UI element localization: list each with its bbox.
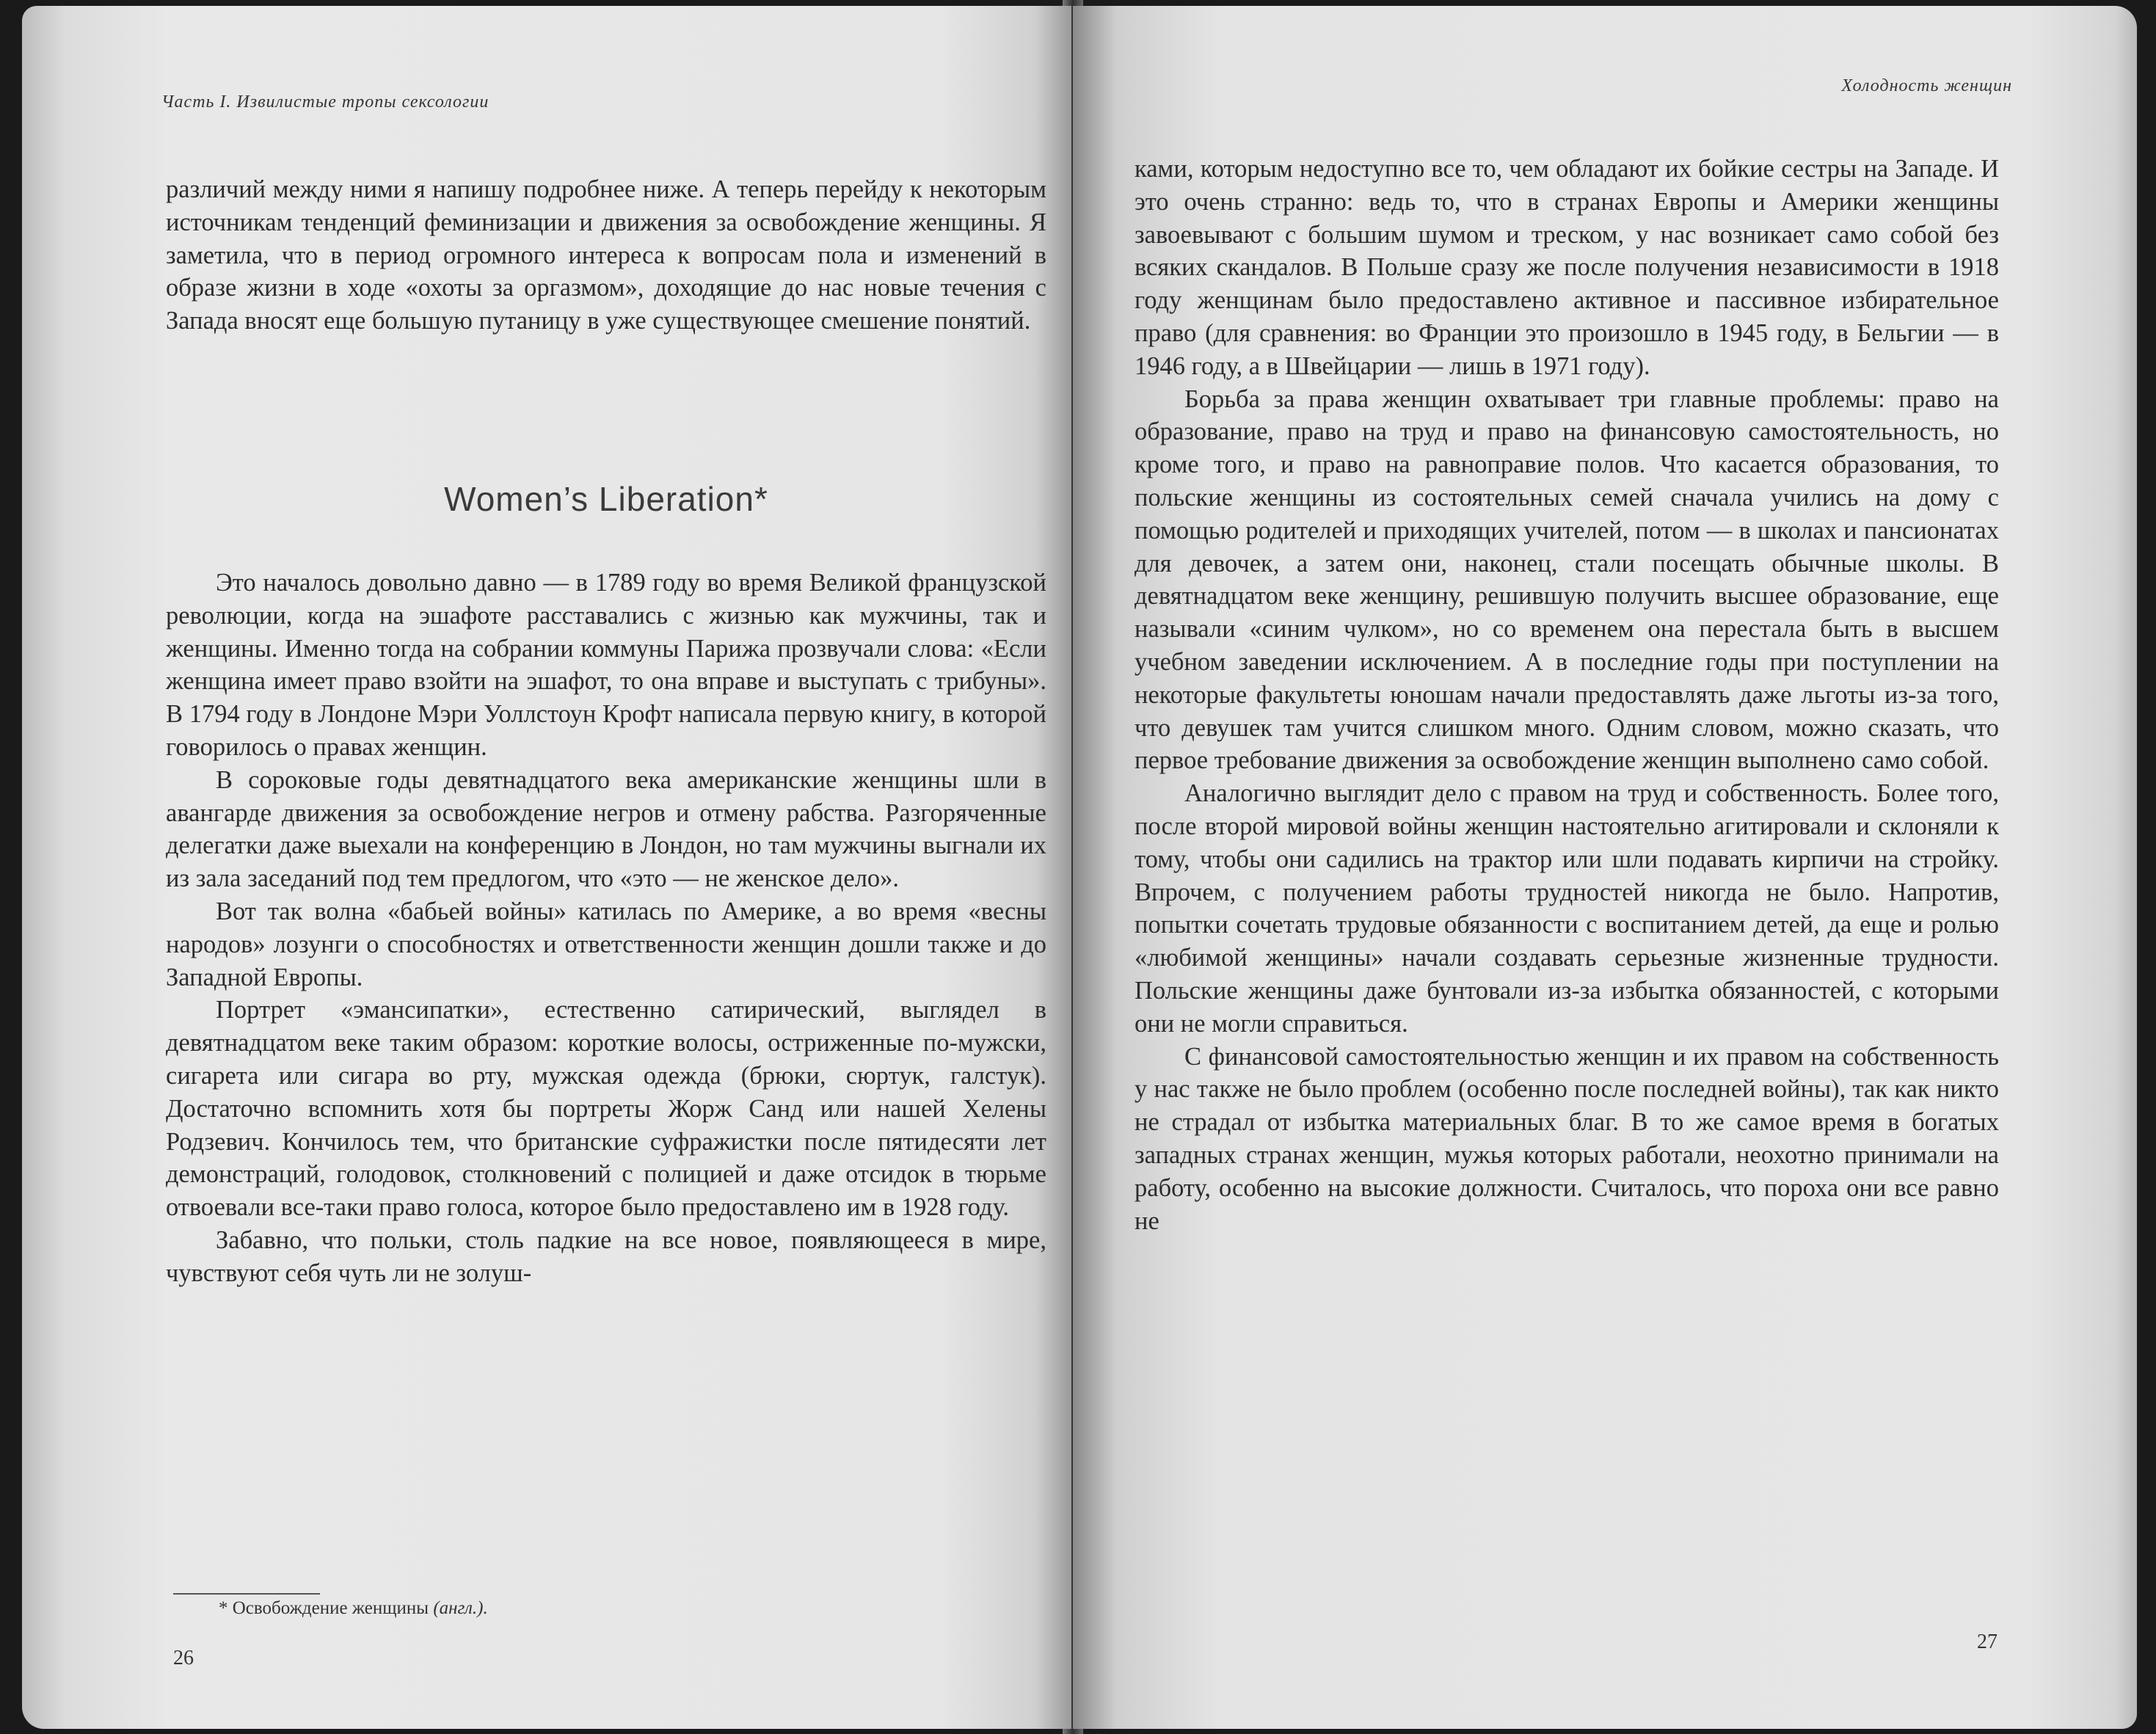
right-body-text — [1135, 153, 1999, 1237]
right-page — [1073, 6, 2137, 1729]
running-head-left: Часть I. Извилистые тропы сексологии — [161, 92, 489, 112]
paragraph: Вот так волна «бабьей войны» катилась по Америке, а во время «весны народов» лозунги о способностях и ответственности женщин дошли также и до Западной Европы. — [166, 897, 1046, 991]
paragraph: Борьба за права женщин охватывает три главные проблемы: право на образование, право на труд и право на финансовую самостоятельность, но кроме того, и право на равноправие полов. Что касается образования, то польские женщины из состоятельных семей сначала учились на дому с помощью родителей и приходящих учителей, потом — в школах и пансионатах для девочек, а затем они, наконец, стали посещать обычные школы. В девятнадцатом веке женщину, решившую получить высшее образование, еще называли «синим чулком», но со временем она перестала быть в высшем учебном заведении исключением. А в последние годы при поступлении на некоторые факультеты юношам начали предоставлять даже льготы из-за того, что девушек там учится слишком много. Одним словом, можно сказать, что первое требование движения за освобождение женщин выполнено само собой. — [1135, 385, 1999, 775]
left-page — [22, 6, 1071, 1729]
footnote — [219, 1598, 488, 1619]
paragraph: Это началось довольно давно — в 1789 году во время Великой французской революции, когда на эшафоте расставались с жизнью как мужчины, так и женщины. Именно тогда на собрании коммуны Парижа прозвучали слова: «Если женщина имеет право взойти на эшафот, то она вправе и выступать с трибуны». В 1794 году в Лондоне Мэри Уоллстоун Крофт написала первую книгу, в которой говорилось о правах женщин. — [166, 569, 1046, 761]
page-number-left: 26 — [173, 1647, 194, 1669]
paragraph: Забавно, что польки, столь падкие на все новое, появляющееся в мире, чувствуют себя чуть ли не золуш- — [166, 1225, 1046, 1287]
paragraph: Портрет «эмансипатки», естественно сатирический, выглядел в девятнадцатом веке таким образом: короткие волосы, остриженные по-мужски, сигарета или сигара во рту, мужская одежда (брюки, сюртук, галстук). Достаточно вспомнить хотя бы портреты Жорж Санд или нашей Хелены Родзевич. Кончилось тем, что британские суфражистки после пятидесяти лет демонстраций, голодовок, столкновений с полицией и даже отсидок в тюрьме отвоевали все-таки право голоса, которое было предоставлено им в 1928 году. — [166, 996, 1046, 1222]
running-head-right: Холодность женщин — [1841, 76, 2012, 95]
paragraph: Аналогично выглядит дело с правом на труд и собственность. Более того, после второй мировой войны женщин настоятельно агитировали и склоняли к тому, чтобы они садились на трактор или шли подавать кирпичи на стройку. Впрочем, с получением работы трудностей никогда не было. Напротив, попытки сочетать трудовые обязанности с воспитанием детей, да еще и ролью «любимой женщины» начали создавать серьезные жизненные трудности. Польские женщины даже бунтовали из-за избытка обязанностей, с которыми они не могли справиться. — [1135, 779, 1999, 1038]
left-body-text — [166, 567, 1046, 1290]
footnote-marker: * — [219, 1598, 228, 1618]
paragraph: С финансовой самостоятельностью женщин и их правом на собственность у нас также не было проблем (особенно после последней войны), так как никто не страдал от избытка материальных благ. В то же самое время в богатых западных странах женщин, мужья которых работали, неохотно принимали на работу, особенно на высокие должности. Считалось, что пороха они все равно не — [1135, 1042, 1999, 1235]
paragraph: В сороковые годы девятнадцатого века американские женщины шли в авангарде движения за освобождение негров и отмену рабства. Разгоряченные делегатки даже выехали на конференцию в Лондон, но там мужчины выгнали их из зала заседаний под тем предлогом, что «это — не женское дело». — [166, 765, 1046, 893]
footnote-lang: (англ.). — [433, 1598, 488, 1618]
footnote-rule — [173, 1593, 320, 1595]
paragraph: ками, которым недоступно все то, чем обладают их бойкие сестры на Западе. И это очень странно: ведь то, что в странах Европы и Америки женщины завоевывают с большим шумом и треском, у нас возникает само собой без всяких скандалов. В Польше сразу же после получения независимости в 1918 году женщинам было предоставлено активное и пассивное избирательное право (для сравнения: во Франции это произошло в 1945 году, в Бельгии — в 1946 году, а в Швейцарии — лишь в 1971 году). — [1135, 155, 1999, 380]
section-heading: Women’s Liberation* — [444, 480, 768, 518]
footnote-text: Освобождение женщины — [232, 1598, 429, 1618]
intro-text-block — [166, 173, 1046, 338]
intro-paragraph: различий между ними я напишу подробнее ниже. А теперь перейду к некоторым источникам тенденций феминизации и движения за освобождение женщины. Я заметила, что в период огромного интереса к вопросам пола и изменений в образе жизни в ходе «охоты за оргазмом», доходящие до нас новые течения с Запада вносят еще большую путаницу в уже существующее смешение понятий. — [166, 175, 1046, 335]
page-number-right: 27 — [1977, 1631, 1997, 1653]
